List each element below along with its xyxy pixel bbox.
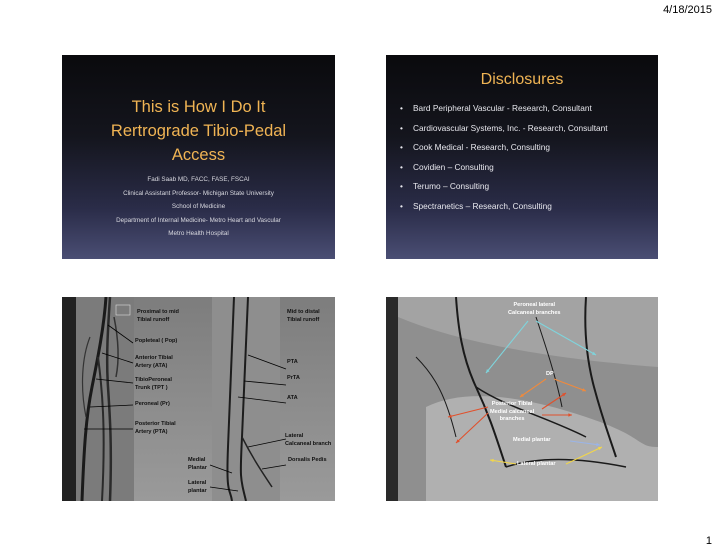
arrow-peroneal-calcaneal-left — [486, 321, 528, 373]
bullet-icon: • — [400, 103, 403, 113]
disclosure-text: Spectranetics – Research, Consulting — [413, 200, 552, 211]
arrow-medial-plantar — [570, 441, 600, 445]
page-number: 1 — [705, 535, 712, 547]
author-block — [62, 173, 335, 241]
label-popliteal: Popleteal ( Pop) — [135, 338, 178, 344]
arrow-medial-calcaneal-1 — [448, 407, 488, 417]
title-line-2: Rertrograde Tibio-Pedal — [110, 122, 287, 140]
slide-disclosures — [386, 55, 658, 259]
label-tibioperoneal: TibioPeroneal Trunk (TPT ) — [135, 377, 172, 391]
bullet-icon: • — [400, 161, 403, 172]
label-pta: PTA — [287, 359, 298, 365]
arrow-lateral-plantar-left — [490, 460, 516, 464]
label-proximal-runoff: Proximal to mid Tibial runoff — [137, 309, 179, 323]
bullet-icon: • — [400, 142, 403, 152]
disclosure-item — [400, 162, 608, 182]
label-dp: DP — [546, 371, 554, 377]
slide-angiogram-foot — [386, 297, 658, 501]
disclosure-text: Covidien – Consulting — [413, 161, 494, 172]
slide-angiogram-runoff — [62, 297, 335, 501]
arrow-peroneal-calcaneal-right — [536, 321, 596, 355]
label-posterior-tibial: Posterior Tibial Artery (PTA) — [135, 421, 176, 435]
author-department: Department of Internal Medicine- Metro Heart and Vascular — [116, 216, 281, 224]
disclosure-list — [400, 103, 608, 220]
arrow-medial-calcaneal-3 — [542, 393, 566, 409]
disclosure-item — [400, 201, 608, 221]
title-line-1: This is How I Do It — [131, 98, 266, 116]
disclosure-item — [400, 123, 608, 143]
label-lateral-plantar: Lateral plantar — [517, 461, 556, 467]
bullet-icon: • — [400, 181, 403, 191]
arrow-dp-left — [520, 379, 546, 397]
disclosure-text: Cardiovascular Systems, Inc. - Research, Consultant — [413, 122, 608, 133]
disclosure-text: Terumo – Consulting — [413, 181, 490, 191]
title-line-3: Access — [171, 146, 226, 164]
label-ata: ATA — [287, 395, 298, 401]
label-prta: PrTA — [287, 375, 300, 381]
slide-title-heading — [62, 95, 335, 167]
disclosure-item — [400, 103, 608, 123]
disclosure-item — [400, 181, 608, 201]
disclosure-text: Cook Medical - Research, Consulting — [413, 142, 550, 152]
author-name: Fadi Saab MD, FACC, FASE, FSCAI — [147, 176, 250, 183]
author-school: School of Medicine — [171, 203, 226, 210]
label-peroneal: Peroneal (Pr) — [135, 401, 170, 407]
bullet-icon: • — [400, 122, 403, 133]
label-lateral-calcaneal: Lateral Calcaneal branch — [285, 433, 332, 447]
bullet-icon: • — [400, 200, 403, 211]
author-position: Clinical Assistant Professor- Michigan State University — [123, 189, 274, 197]
label-distal-runoff: Mid to distal Tibial runoff — [287, 309, 320, 323]
arrow-medial-calcaneal-4-head — [568, 413, 572, 416]
label-medial-plantar: Medial plantar — [513, 437, 551, 443]
arrow-medial-calcaneal-2 — [456, 413, 488, 443]
print-date: 4/18/2015 — [663, 4, 712, 16]
arrow-lateral-plantar-right — [566, 447, 602, 464]
label-medial-plantar: Medial Plantar — [188, 457, 207, 471]
label-anterior-tibial: Anterior Tibial Artery (ATA) — [135, 355, 173, 369]
label-dorsalis-pedis: Dorsalis Pedis — [288, 457, 327, 463]
author-hospital: Metro Health Hospital — [168, 230, 229, 237]
label-posterior-tibial-medial-calcaneal: Posterior Tibial Medial calcaneal branches — [490, 401, 535, 422]
slide-title — [62, 55, 335, 259]
label-peroneal-lateral-calcaneal: Peroneal lateral Calcaneal branches — [508, 302, 561, 316]
disclosure-text: Bard Peripheral Vascular - Research, Consultant — [413, 103, 592, 113]
foot-annotation-arrows — [386, 297, 658, 501]
arrow-dp-right — [554, 379, 586, 391]
disclosures-heading: Disclosures — [480, 71, 564, 88]
label-lateral-plantar: Lateral plantar — [188, 480, 207, 494]
disclosure-item — [400, 142, 608, 162]
